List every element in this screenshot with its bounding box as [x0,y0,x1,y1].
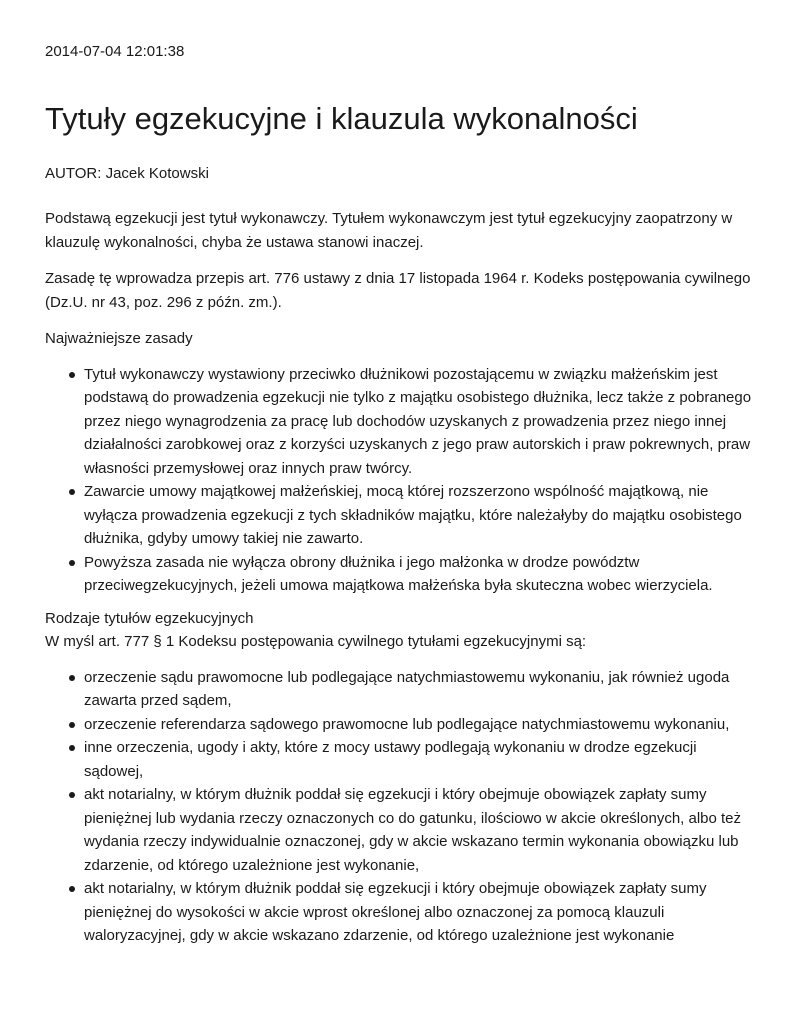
bullet-icon [69,489,75,495]
list-item [84,363,757,481]
title-wrap [45,62,757,136]
list-item-text: akt notarialny, w którym dłużnik poddał się egzekucji i który obejmuje obowiązek zapłaty sumy pieniężnej do wysokości w akcie wprost określonej albo oznaczonej za pomocą klauzuli waloryzacyjnej, gdy w akcie wskazano zdarzenie, od którego uzależnione jest wykonanie [84,880,707,944]
list-item-text: Zawarcie umowy majątkowej małżeńskiej, mocą której rozszerzono wspólność majątkową, nie wyłącza prowadzenia egzekucji z tych składników majątku, które należałyby do majątku osobistego dłużnika, gdyby umowy takiej nie zawarto. [84,483,742,547]
bullet-icon [69,675,75,681]
principles-list [45,363,757,598]
bullet-icon [69,792,75,798]
paragraph-intro: Podstawą egzekucji jest tytuł wykonawczy. Tytułem wykonawczym jest tytuł egzekucyjny zaopatrzony w klauzulę wykonalności, chyba że ustawa stanowi inaczej. [45,210,733,251]
list-item-text: orzeczenie referendarza sądowego prawomocne lub podlegające natychmiastowemu wykonaniu, [84,715,730,733]
heading-principles: Najważniejsze zasady [45,330,193,347]
list-item [84,713,757,737]
list-item [84,783,757,877]
list-item-text: inne orzeczenia, ugody i akty, które z mocy ustawy podlegają wykonaniu w drodze egzekucji sądowej, [84,739,697,780]
list-item-text: Powyższa zasada nie wyłącza obrony dłużnika i jego małżonka w drodze powództw przeciwegzekucyjnych, jeżeli umowa majątkowa małżeńska była skuteczna wobec wierzyciela. [84,553,713,594]
heading-title-types: Rodzaje tytułów egzekucyjnych [45,609,254,627]
list-item [84,666,757,713]
paragraph-legal-basis: Zasadę tę wprowadza przepis art. 776 ustawy z dnia 17 listopada 1964 r. Kodeks postępowania cywilnego (Dz.U. nr 43, poz. 296 z późn. zm.). [45,270,751,311]
list-item-text: Tytuł wykonawczy wystawiony przeciwko dłużnikowi pozostającemu w związku małżeńskim jest podstawą do prowadzenia egzekucji nie tylko z majątku osobistego dłużnika, lecz także z pobranego przez niego wynagrodzenia za pracę lub dochodów uzyskanych z prowadzenia przez niego innej działalności zarobkowej oraz z korzyści uzyskanych z jego praw autorskich i praw pokrewnych, praw własności przemysłowej oraz innych praw twórcy. [84,365,752,477]
article-author: AUTOR: Jacek Kotowski [45,165,209,182]
list-item [84,480,757,551]
list-item [84,877,757,948]
bullet-icon [69,372,75,378]
bullet-icon [69,722,75,728]
article [45,42,757,948]
list-item [84,551,757,598]
list-item-text: orzeczenie sądu prawomocne lub podlegające natychmiastowemu wykonaniu, jak również ugoda zawarta przed sądem, [84,668,730,709]
bullet-icon [69,560,75,566]
bullet-icon [69,745,75,751]
title-types-list [45,666,757,948]
paragraph-title-types-intro: W myśl art. 777 § 1 Kodeksu postępowania cywilnego tytułami egzekucyjnymi są: [45,633,587,650]
article-date: 2014-07-04 12:01:38 [45,43,185,60]
bullet-icon [69,886,75,892]
article-title: Tytuły egzekucyjne i klauzula wykonalności [45,101,638,136]
list-item [84,736,757,783]
list-item-text: akt notarialny, w którym dłużnik poddał się egzekucji i który obejmuje obowiązek zapłaty sumy pieniężnej lub wydania rzeczy oznaczonych co do gatunku, ilościowo w akcie określonych, albo też wydania rzeczy indywidualnie oznaczonej, gdy w akcie wskazano termin wykonania obowiązku lub zdarzenie, od którego uzależnione jest wykonanie, [84,786,742,874]
